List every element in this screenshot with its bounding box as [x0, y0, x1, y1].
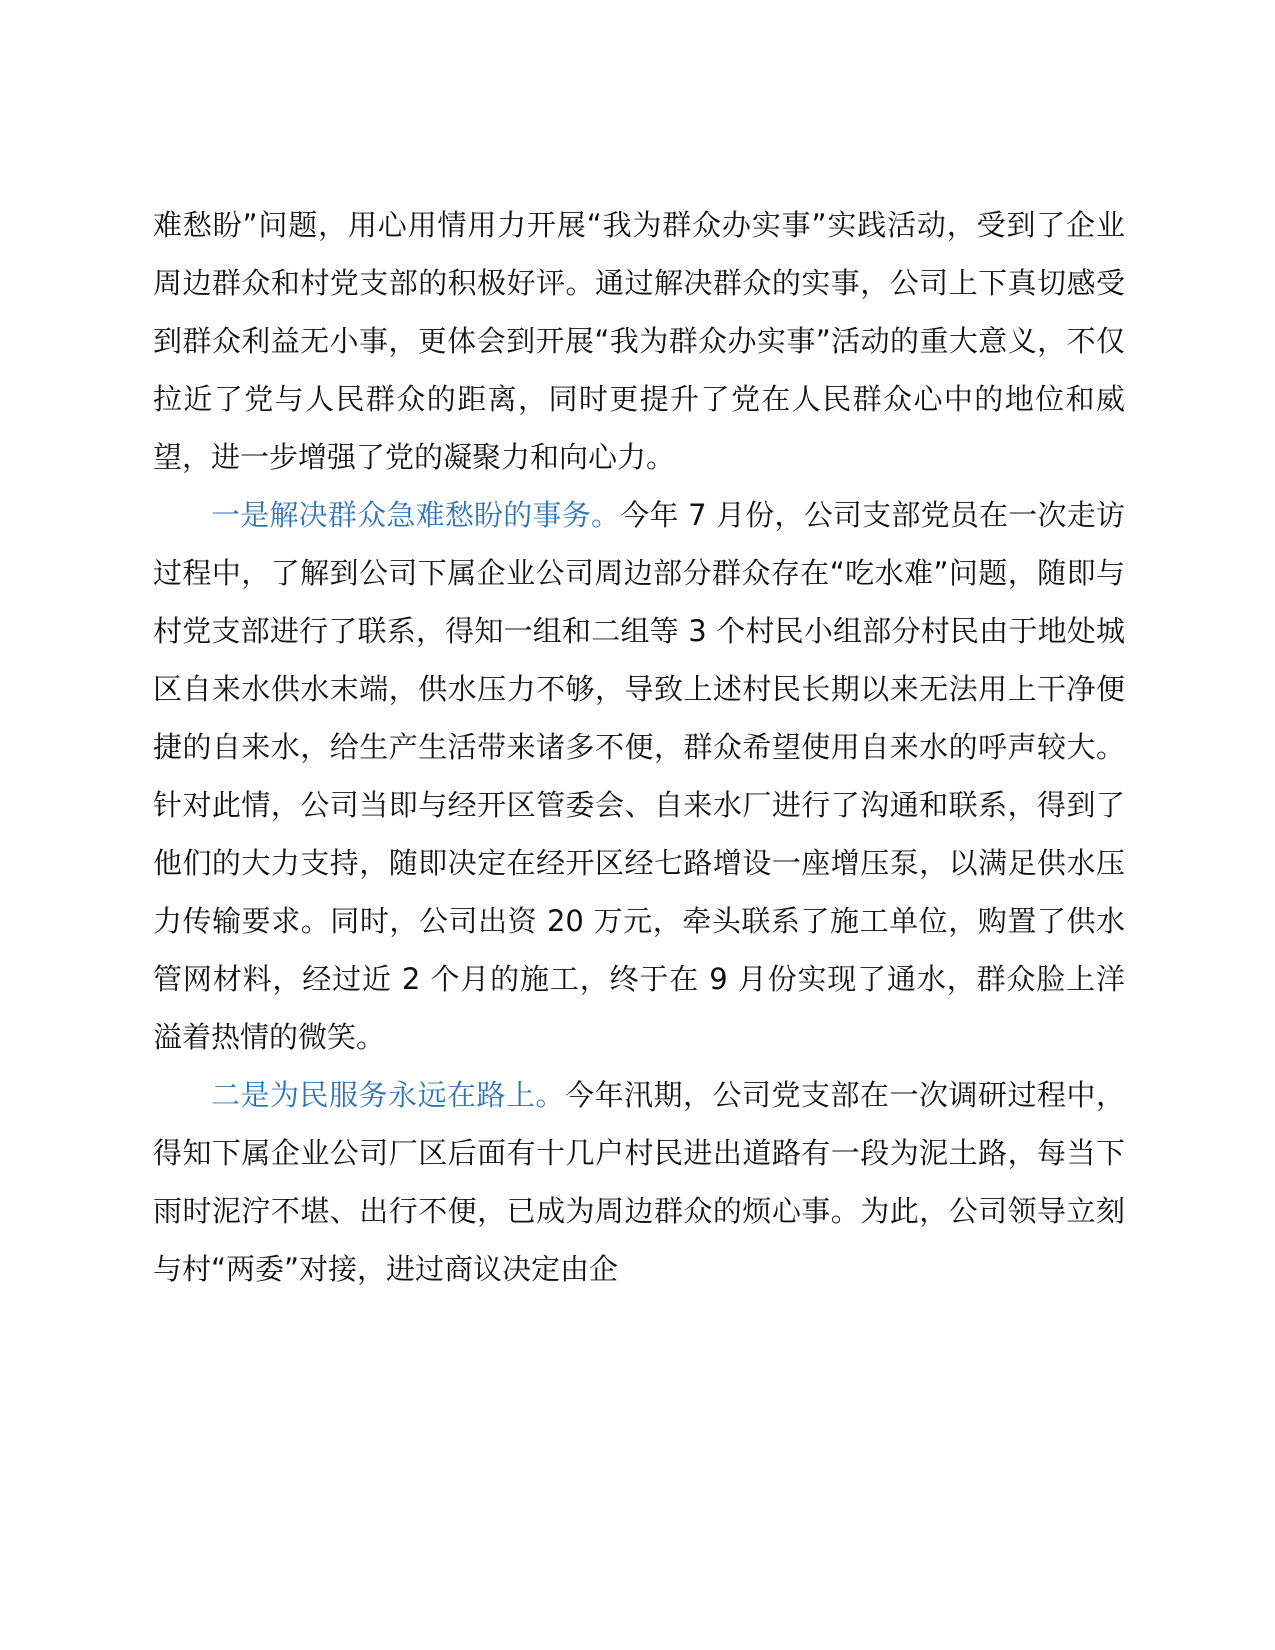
- paragraph-item-2: [153, 1066, 1125, 1298]
- paragraph-heading: 二是为民服务永远在路上。: [211, 1078, 565, 1112]
- paragraph-heading: 一是解决群众急难愁盼的事务。: [211, 498, 621, 532]
- paragraph-text: 今年汛期，公司党支部在一次调研过程中，得知下属企业公司厂区后面有十几户村民进出道路有一段为泥土路，每当下雨时泥泞不堪、出行不便，已成为周边群众的烦心事。为此，公司领导立刻与村“两委”对接，进过商议决定由企: [153, 1078, 1125, 1286]
- paragraph-continuation: [153, 196, 1125, 486]
- paragraph-item-1: [153, 486, 1125, 1066]
- document-body: [153, 196, 1125, 1298]
- paragraph-text: 今年 7 月份，公司支部党员在一次走访过程中，了解到公司下属企业公司周边部分群众存在“吃水难”问题，随即与村党支部进行了联系，得知一组和二组等 3 个村民小组部分村民由于地处城区自来水供水末端，供水压力不够，导致上述村民长期以来无法用上干净便捷的自来水，给生产生活带来诸多不便，群众希望使用自来水的呼声较大。针对此情，公司当即与经开区管委会、自来水厂进行了沟通和联系，得到了他们的大力支持，随即决定在经开区经七路增设一座增压泵，以满足供水压力传输要求。同时，公司出资 20 万元，牵头联系了施工单位，购置了供水管网材料，经过近 2 个月的施工，终于在 9 月份实现了通水，群众脸上洋溢着热情的微笑。: [153, 498, 1125, 1054]
- paragraph-text: 难愁盼”问题，用心用情用力开展“我为群众办实事”实践活动，受到了企业周边群众和村党支部的积极好评。通过解决群众的实事，公司上下真切感受到群众利益无小事，更体会到开展“我为群众办实事”活动的重大意义，不仅拉近了党与人民群众的距离，同时更提升了党在人民群众心中的地位和威望，进一步增强了党的凝聚力和向心力。: [153, 208, 1125, 474]
